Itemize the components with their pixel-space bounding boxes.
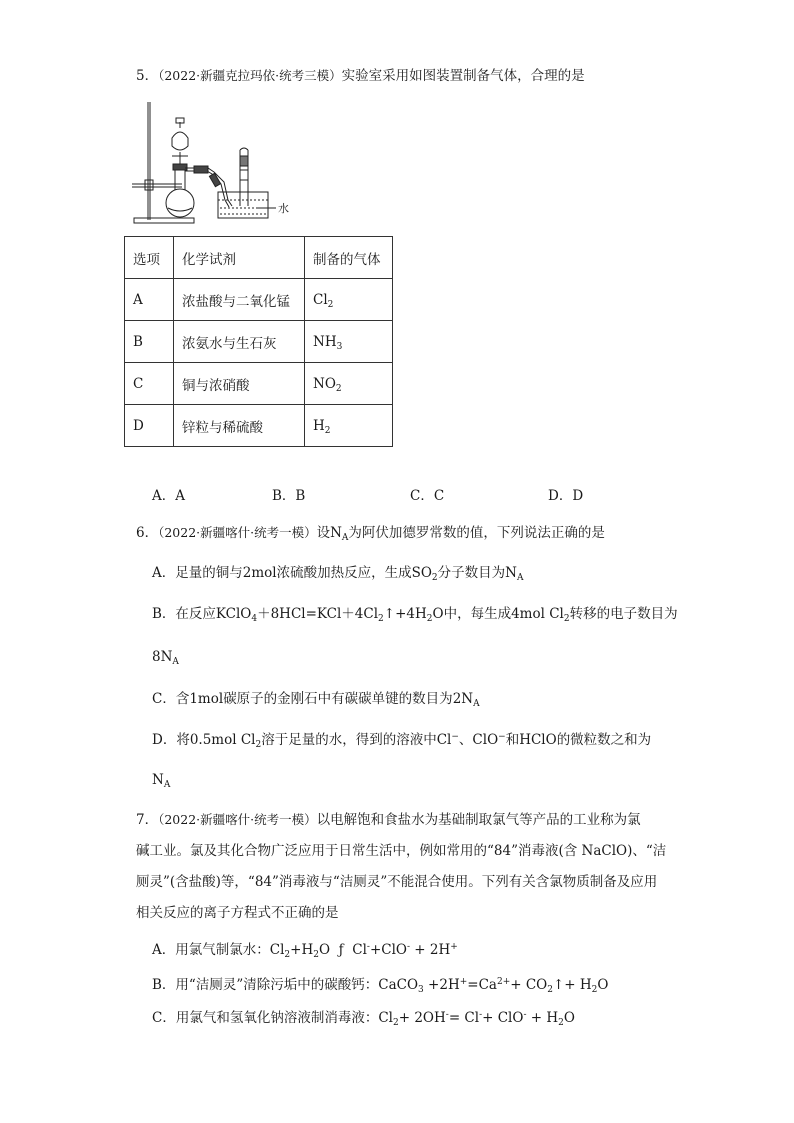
table-row: [125, 405, 393, 447]
question-6-option-c: C．含1mol碳原子的金刚石中有碳碳单键的数目为$2N_A$: [152, 691, 480, 709]
question-6-option-d: D．将0.5mol $Cl_2$溶于足量的水，得到的溶液中Cl−、ClO−和HClO的微粒数之和为: [152, 732, 652, 750]
table-cell: B: [125, 321, 174, 363]
question-6-option-b: B．在反应$KClO_4+8HCl=KCl+4Cl_2↑+4H_2O$中，每生成4mol $Cl_2$转移的电子数目为: [152, 606, 678, 624]
table-cell: 铜与浓硝酸: [174, 363, 305, 405]
table-cell: $NH_3$: [305, 321, 393, 363]
table-cell: D: [125, 405, 174, 447]
table-cell: $H_2$: [305, 405, 393, 447]
question-7-option-a: A．用氯气制氯水：$Cl_2+H_2O$ ƒ Cl-+ClO- + 2H+: [152, 942, 458, 960]
table-header: 制备的气体: [305, 237, 393, 279]
table-header: 选项: [125, 237, 174, 279]
question-source: （2022·新疆喀什·统考一模）: [158, 812, 317, 827]
question-6-option-a: A．足量的铜与2mol浓硫酸加热反应，生成$SO_2$分子数目为$N_A$: [152, 565, 524, 583]
table-cell: $Cl_2$: [305, 279, 393, 321]
table-cell: 浓氨水与生石灰: [174, 321, 305, 363]
question-number: 5．: [136, 68, 159, 84]
table-header: 化学试剂: [174, 237, 305, 279]
question-number: 7．: [136, 812, 159, 828]
question-source: （2022·新疆克拉玛依·统考三模）: [158, 68, 342, 83]
question-6-option-b-cont: $8N_A$: [152, 649, 179, 667]
table-cell: 浓盐酸与二氧化锰: [174, 279, 305, 321]
table-row: [125, 363, 393, 405]
choice-a: A．A: [152, 488, 185, 504]
question-number: 6．: [136, 525, 159, 541]
table-cell: A: [125, 279, 174, 321]
question-7-text-line: 碱工业。氯及其化合物广泛应用于日常生活中，例如常用的“84”消毒液(含 NaClO)、“洁: [136, 843, 667, 859]
question-7-text-line: 相关反应的离子方程式不正确的是: [136, 905, 339, 921]
choice-b: B．B: [272, 488, 306, 504]
question-6-option-d-cont: $N_A$: [152, 772, 171, 790]
question-7-option-c: C．用氯气和氢氧化钠溶液制消毒液：$Cl_2+ 2OH^-= Cl^-+ ClO^- + H_2O$: [152, 1010, 575, 1028]
water-label: 水: [278, 203, 289, 215]
table-row: [125, 279, 393, 321]
question-7-stem: 7．（2022·新疆喀什·统考一模）以电解饱和食盐水为基础制取氯气等产品的工业称为氯: [136, 812, 641, 828]
table-cell: $NO_2$: [305, 363, 393, 405]
options-table: [124, 236, 393, 447]
choice-d: D．D: [548, 488, 584, 504]
question-7-text-line: 厕灵”(含盐酸)等，“84”消毒液与“洁厕灵”不能混合使用。下列有关含氯物质制备及应用: [136, 874, 658, 890]
choice-c: C．C: [410, 488, 445, 504]
table-cell: 锌粒与稀硫酸: [174, 405, 305, 447]
gas-generation-apparatus-figure: [128, 100, 298, 228]
table-cell: C: [125, 363, 174, 405]
table-row: [125, 321, 393, 363]
question-5-stem: [136, 66, 585, 86]
table-header-row: [125, 237, 393, 279]
question-6-stem: 6．（2022·新疆喀什·统考一模）设$N_A$为阿伏加德罗常数的值，下列说法正确的是: [136, 525, 605, 543]
question-source: （2022·新疆喀什·统考一模）: [158, 525, 317, 540]
question-7-option-b: B．用“洁厕灵”清除污垢中的碳酸钙：CaCO$_3$ $+2H^+=Ca^{2+}+$ $CO_2↑+ H_2O$: [152, 977, 609, 995]
question-text: 实验室采用如图装置制备气体，合理的是: [341, 68, 585, 84]
